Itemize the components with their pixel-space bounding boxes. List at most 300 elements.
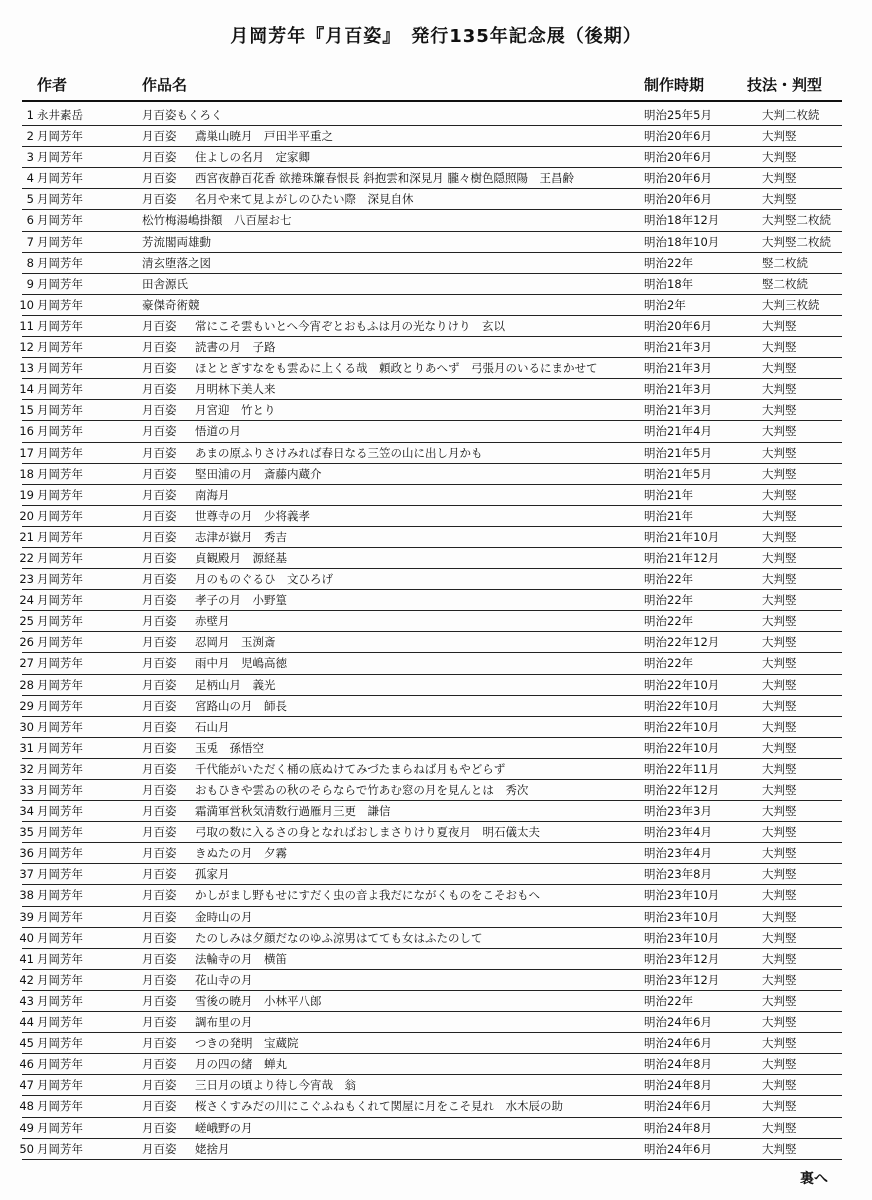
row-technique: 大判竪 — [762, 382, 797, 397]
row-technique: 大判竪 — [762, 361, 797, 376]
row-series: 月百姿 — [142, 677, 177, 692]
row-date: 明治21年10月 — [644, 529, 720, 544]
table-row — [0, 1054, 872, 1075]
row-title: おもひきや雲ゐの秋のそらならで竹あむ窓の月を見んとは 秀次 — [195, 783, 529, 797]
row-number: 19 — [19, 487, 34, 502]
row-technique: 大判竪 — [762, 761, 797, 776]
row-series: 月百姿 — [142, 487, 177, 502]
row-title: 花山寺の月 — [195, 972, 253, 987]
row-title: たのしみは夕顔だなのゆふ涼男はてても女はふたのして — [195, 930, 483, 945]
row-number: 6 — [26, 213, 34, 228]
row-number: 22 — [19, 550, 34, 565]
row-author: 月岡芳年 — [37, 656, 83, 671]
row-title: 悟道の月 — [195, 424, 241, 439]
row-title: 桜さくすみだの川にこぐふねもくれて関屋に月をこそ見れ 水木辰の助 — [195, 1099, 563, 1114]
row-series: 月百姿 — [142, 572, 177, 587]
row-title: 金時山の月 — [195, 909, 253, 924]
row-number: 5 — [26, 192, 34, 207]
row-technique: 大判竪 — [762, 550, 797, 565]
row-title: 孤家月 — [195, 867, 230, 882]
row-author: 月岡芳年 — [37, 361, 83, 376]
row-number: 35 — [19, 825, 34, 840]
row-date: 明治20年6月 — [644, 192, 712, 207]
row-date: 明治21年3月 — [644, 340, 712, 355]
row-title: 松竹梅湯嶋掛額 八百屋お七 — [142, 213, 292, 228]
row-number: 3 — [26, 150, 34, 165]
table-row — [0, 949, 872, 970]
row-series: 月百姿 — [142, 930, 177, 945]
row-date: 明治22年 — [644, 255, 694, 270]
row-date: 明治21年4月 — [644, 424, 712, 439]
row-author: 月岡芳年 — [37, 783, 83, 797]
row-title: きぬたの月 夕霧 — [195, 846, 287, 861]
row-technique: 大判竪 — [762, 719, 797, 734]
row-number: 43 — [19, 993, 34, 1008]
row-author: 月岡芳年 — [37, 1015, 83, 1030]
row-title: 清玄堕落之図 — [142, 255, 211, 270]
row-date: 明治21年5月 — [644, 445, 712, 460]
row-technique: 大判竪 — [762, 1099, 797, 1114]
row-title: 貞観殿月 源経基 — [195, 550, 287, 565]
row-author: 月岡芳年 — [37, 761, 83, 776]
row-number: 38 — [19, 888, 34, 903]
row-date: 明治23年12月 — [644, 972, 720, 987]
table-row — [0, 1012, 872, 1033]
row-date: 明治22年 — [644, 572, 694, 587]
row-date: 明治21年3月 — [644, 361, 712, 376]
row-number: 13 — [19, 361, 34, 376]
row-number: 45 — [19, 1036, 34, 1051]
row-technique: 大判竪 — [762, 445, 797, 460]
row-author: 月岡芳年 — [37, 1120, 83, 1135]
row-title: 志津が嶽月 秀吉 — [195, 529, 287, 544]
row-date: 明治22年 — [644, 614, 694, 629]
row-date: 明治22年10月 — [644, 677, 720, 692]
row-title: 赤壁月 — [195, 614, 230, 629]
row-title: 宮路山の月 師長 — [195, 698, 287, 713]
row-number: 16 — [19, 424, 34, 439]
row-series: 月百姿 — [142, 403, 177, 418]
table-row — [0, 421, 872, 442]
row-number: 9 — [26, 276, 34, 291]
row-author: 月岡芳年 — [37, 276, 83, 291]
row-series: 月百姿 — [142, 909, 177, 924]
row-number: 18 — [19, 466, 34, 481]
row-author: 月岡芳年 — [37, 234, 83, 249]
row-technique: 大判竪 — [762, 593, 797, 608]
row-technique: 大判竪 — [762, 656, 797, 671]
row-author: 月岡芳年 — [37, 1141, 83, 1156]
table-row — [0, 527, 872, 548]
row-number: 1 — [26, 108, 34, 122]
table-row — [0, 506, 872, 527]
row-number: 30 — [19, 719, 34, 734]
table-row — [0, 168, 872, 189]
row-title: 雪後の暁月 小林平八郎 — [195, 993, 322, 1008]
row-date: 明治23年8月 — [644, 867, 712, 882]
table-row — [0, 1118, 872, 1139]
row-series: 月百姿 — [142, 804, 177, 819]
row-title: 堅田浦の月 斎藤内蔵介 — [195, 466, 322, 481]
row-technique: 大判竪 — [762, 740, 797, 755]
row-technique: 大判竪 — [762, 424, 797, 439]
table-row — [0, 928, 872, 949]
table-row — [0, 970, 872, 991]
row-title: 名月や来て見よがしのひたい際 深見自休 — [195, 192, 414, 207]
row-date: 明治22年10月 — [644, 740, 720, 755]
row-date: 明治22年 — [644, 993, 694, 1008]
row-number: 17 — [19, 445, 34, 460]
table-row — [0, 105, 872, 126]
row-series: 月百姿 — [142, 550, 177, 565]
row-author: 月岡芳年 — [37, 487, 83, 502]
table-row — [0, 717, 872, 738]
row-title: 弓取の数に入るさの身となればおしまさりけり夏夜月 明石儀太夫 — [195, 825, 540, 840]
row-date: 明治22年 — [644, 593, 694, 608]
row-date: 明治22年12月 — [644, 635, 720, 650]
row-title: 霜満軍営秋気清数行過雁月三更 謙信 — [195, 804, 391, 819]
row-author: 月岡芳年 — [37, 424, 83, 439]
row-date: 明治18年10月 — [644, 234, 720, 249]
row-technique: 大判竪 — [762, 150, 797, 165]
row-author: 月岡芳年 — [37, 445, 83, 460]
row-series: 月百姿 — [142, 825, 177, 840]
turn-over-note: 裏へ — [800, 1171, 828, 1187]
row-technique: 大判竪 — [762, 1141, 797, 1156]
row-date: 明治20年6月 — [644, 171, 712, 186]
row-date: 明治20年6月 — [644, 150, 712, 165]
row-date: 明治23年4月 — [644, 825, 712, 840]
row-date: 明治21年5月 — [644, 466, 712, 481]
row-number: 32 — [19, 761, 34, 776]
row-number: 4 — [26, 171, 34, 186]
row-series: 月百姿 — [142, 993, 177, 1008]
row-series: 月百姿 — [142, 761, 177, 776]
row-number: 14 — [19, 382, 34, 397]
row-technique: 大判竪二枚続 — [762, 213, 831, 228]
row-date: 明治24年8月 — [644, 1078, 712, 1093]
row-number: 27 — [19, 656, 34, 671]
row-series: 月百姿 — [142, 698, 177, 713]
row-series: 月百姿 — [142, 382, 177, 397]
header-date: 制作時期 — [644, 76, 705, 94]
row-number: 50 — [19, 1141, 34, 1156]
table-row — [0, 126, 872, 147]
row-technique: 大判竪 — [762, 403, 797, 418]
row-technique: 大判竪 — [762, 318, 797, 333]
table-row — [0, 379, 872, 400]
row-series: 月百姿 — [142, 719, 177, 734]
row-author: 月岡芳年 — [37, 972, 83, 987]
row-number: 34 — [19, 804, 34, 819]
row-series: 月百姿 — [142, 529, 177, 544]
row-author: 月岡芳年 — [37, 572, 83, 587]
row-author: 月岡芳年 — [37, 1078, 83, 1093]
row-date: 明治23年10月 — [644, 888, 720, 903]
row-title: 玉兎 孫悟空 — [195, 740, 264, 755]
row-author: 月岡芳年 — [37, 171, 83, 186]
row-date: 明治21年 — [644, 508, 694, 523]
row-title: 田舎源氏 — [142, 276, 188, 291]
table-row — [0, 1096, 872, 1117]
row-author: 月岡芳年 — [37, 529, 83, 544]
row-title: 足柄山月 義光 — [195, 677, 276, 692]
row-title: 常にこそ雲もいとへ今宵ぞとおもふは月の光なりけり 玄以 — [195, 318, 506, 333]
row-title: 三日月の頃より待し今宵哉 翁 — [195, 1078, 356, 1093]
row-author: 月岡芳年 — [37, 508, 83, 523]
row-title: 忍岡月 玉渕斎 — [195, 635, 276, 650]
row-date: 明治22年11月 — [644, 761, 720, 776]
row-number: 48 — [19, 1099, 34, 1114]
row-date: 明治24年6月 — [644, 1099, 712, 1114]
table-row — [0, 864, 872, 885]
table-row — [0, 885, 872, 906]
table-row — [0, 316, 872, 337]
table-row — [0, 485, 872, 506]
row-date: 明治20年6月 — [644, 318, 712, 333]
row-title: 月宮迎 竹とり — [195, 403, 276, 418]
row-title: 月百姿もくろく — [142, 108, 223, 122]
row-technique: 大判三枚続 — [762, 297, 820, 312]
row-title: 住よしの名月 定家卿 — [195, 150, 310, 165]
row-technique: 大判竪 — [762, 825, 797, 840]
row-number: 36 — [19, 846, 34, 861]
row-title: ほととぎすなをも雲ゐに上くる哉 頼政とりあへず 弓張月のいるにまかせて — [195, 361, 598, 376]
row-technique: 大判竪 — [762, 930, 797, 945]
row-date: 明治24年6月 — [644, 1015, 712, 1030]
row-author: 月岡芳年 — [37, 677, 83, 692]
row-author: 月岡芳年 — [37, 635, 83, 650]
row-date: 明治18年12月 — [644, 213, 720, 228]
header-author: 作者 — [37, 76, 68, 94]
row-technique: 大判竪二枚続 — [762, 234, 831, 249]
works-table — [0, 105, 872, 1160]
row-technique: 大判竪 — [762, 572, 797, 587]
row-title: つきの発明 宝蔵院 — [195, 1036, 299, 1051]
row-author: 月岡芳年 — [37, 698, 83, 713]
row-series: 月百姿 — [142, 740, 177, 755]
row-author: 月岡芳年 — [37, 403, 83, 418]
row-series: 月百姿 — [142, 361, 177, 376]
row-series: 月百姿 — [142, 424, 177, 439]
row-number: 11 — [19, 318, 34, 333]
table-row — [0, 611, 872, 632]
table-row — [0, 274, 872, 295]
row-date: 明治24年6月 — [644, 1036, 712, 1051]
row-author: 月岡芳年 — [37, 867, 83, 882]
row-technique: 大判竪 — [762, 909, 797, 924]
table-row — [0, 569, 872, 590]
row-author: 月岡芳年 — [37, 1057, 83, 1072]
row-series: 月百姿 — [142, 846, 177, 861]
row-technique: 大判竪 — [762, 508, 797, 523]
row-author: 月岡芳年 — [37, 297, 83, 312]
table-row — [0, 464, 872, 485]
header-work: 作品名 — [142, 76, 188, 94]
table-row — [0, 632, 872, 653]
row-author: 月岡芳年 — [37, 846, 83, 861]
row-author: 月岡芳年 — [37, 1099, 83, 1114]
row-number: 31 — [19, 740, 34, 755]
row-technique: 大判竪 — [762, 192, 797, 207]
row-author: 月岡芳年 — [37, 129, 83, 144]
row-number: 20 — [19, 508, 34, 523]
row-technique: 大判竪 — [762, 993, 797, 1008]
row-title: 月の四の緒 蝉丸 — [195, 1057, 287, 1072]
row-technique: 大判竪 — [762, 888, 797, 903]
row-date: 明治21年3月 — [644, 382, 712, 397]
row-number: 23 — [19, 572, 34, 587]
table-row — [0, 253, 872, 274]
row-date: 明治24年8月 — [644, 1120, 712, 1135]
row-number: 15 — [19, 403, 34, 418]
row-number: 28 — [19, 677, 34, 692]
row-author: 月岡芳年 — [37, 382, 83, 397]
row-number: 33 — [19, 783, 34, 797]
row-number: 47 — [19, 1078, 34, 1093]
row-author: 月岡芳年 — [37, 550, 83, 565]
row-technique: 竪二枚続 — [762, 276, 808, 291]
row-date: 明治20年6月 — [644, 129, 712, 144]
row-title: 西宮夜静百花香 欲捲珠簾春恨長 斜抱雲和深見月 朧々樹色隠照陽 王昌齢 — [195, 171, 574, 186]
header-rule — [22, 100, 842, 102]
row-title: 姥捨月 — [195, 1141, 230, 1156]
row-series: 月百姿 — [142, 1141, 177, 1156]
row-series: 月百姿 — [142, 867, 177, 882]
row-title: 雨中月 児嶋高徳 — [195, 656, 287, 671]
row-series: 月百姿 — [142, 1015, 177, 1030]
row-author: 月岡芳年 — [37, 213, 83, 228]
row-series: 月百姿 — [142, 171, 177, 186]
row-author: 月岡芳年 — [37, 593, 83, 608]
row-technique: 大判竪 — [762, 1057, 797, 1072]
row-number: 7 — [26, 234, 34, 249]
row-number: 2 — [26, 129, 34, 144]
row-date: 明治18年 — [644, 276, 694, 291]
row-technique: 大判竪 — [762, 804, 797, 819]
row-title: 千代能がいただく桶の底ぬけてみづたまらねば月もやどらず — [195, 761, 506, 776]
row-series: 月百姿 — [142, 129, 177, 144]
row-title: かしがまし野もせにすだく虫の音よ我だにながくものをこそおもへ — [195, 888, 540, 903]
row-technique: 大判竪 — [762, 1015, 797, 1030]
row-technique: 大判竪 — [762, 1078, 797, 1093]
row-author: 月岡芳年 — [37, 1036, 83, 1051]
row-number: 8 — [26, 255, 34, 270]
row-technique: 大判竪 — [762, 783, 797, 797]
row-number: 24 — [19, 593, 34, 608]
row-technique: 大判竪 — [762, 129, 797, 144]
row-series: 月百姿 — [142, 508, 177, 523]
table-row — [0, 822, 872, 843]
row-divider — [22, 1159, 842, 1160]
page-title: 月岡芳年『月百姿』 発行135年記念展（後期） — [230, 26, 642, 47]
row-date: 明治24年8月 — [644, 1057, 712, 1072]
row-date: 明治23年10月 — [644, 909, 720, 924]
row-author: 月岡芳年 — [37, 825, 83, 840]
row-number: 10 — [19, 297, 34, 312]
row-author: 月岡芳年 — [37, 150, 83, 165]
row-technique: 大判竪 — [762, 635, 797, 650]
table-row — [0, 780, 872, 801]
row-series: 月百姿 — [142, 614, 177, 629]
row-author: 月岡芳年 — [37, 340, 83, 355]
row-title: 月明林下美人来 — [195, 382, 276, 397]
row-date: 明治21年3月 — [644, 403, 712, 418]
row-title: 法輪寺の月 横笛 — [195, 951, 287, 966]
row-title: 月のものぐるひ 文ひろげ — [195, 572, 333, 587]
row-date: 明治23年3月 — [644, 804, 712, 819]
row-technique: 大判竪 — [762, 487, 797, 502]
row-number: 42 — [19, 972, 34, 987]
table-row — [0, 991, 872, 1012]
row-series: 月百姿 — [142, 150, 177, 165]
table-row — [0, 400, 872, 421]
row-technique: 大判竪 — [762, 614, 797, 629]
row-author: 月岡芳年 — [37, 930, 83, 945]
row-number: 39 — [19, 909, 34, 924]
row-series: 月百姿 — [142, 318, 177, 333]
row-author: 月岡芳年 — [37, 614, 83, 629]
table-row — [0, 653, 872, 674]
row-number: 21 — [19, 529, 34, 544]
row-technique: 大判竪 — [762, 698, 797, 713]
row-title: 石山月 — [195, 719, 230, 734]
table-row — [0, 1139, 872, 1160]
row-number: 49 — [19, 1120, 34, 1135]
row-author: 月岡芳年 — [37, 255, 83, 270]
row-technique: 大判竪 — [762, 846, 797, 861]
table-row — [0, 147, 872, 168]
row-author: 月岡芳年 — [37, 466, 83, 481]
row-author: 月岡芳年 — [37, 318, 83, 333]
row-series: 月百姿 — [142, 1057, 177, 1072]
row-technique: 大判竪 — [762, 1036, 797, 1051]
row-series: 月百姿 — [142, 1099, 177, 1114]
row-date: 明治22年10月 — [644, 719, 720, 734]
row-author: 月岡芳年 — [37, 192, 83, 207]
row-technique: 大判竪 — [762, 1120, 797, 1135]
row-date: 明治21年 — [644, 487, 694, 502]
row-technique: 大判竪 — [762, 529, 797, 544]
row-series: 月百姿 — [142, 972, 177, 987]
row-series: 月百姿 — [142, 1120, 177, 1135]
row-series: 月百姿 — [142, 593, 177, 608]
row-title: 芳流閣両雄動 — [142, 234, 211, 249]
row-author: 永井素岳 — [37, 108, 83, 122]
table-row — [0, 1033, 872, 1054]
row-title: 南海月 — [195, 487, 230, 502]
table-row — [0, 675, 872, 696]
row-series: 月百姿 — [142, 192, 177, 207]
table-row — [0, 738, 872, 759]
row-date: 明治22年 — [644, 656, 694, 671]
row-date: 明治22年10月 — [644, 698, 720, 713]
table-row — [0, 1075, 872, 1096]
row-series: 月百姿 — [142, 466, 177, 481]
row-date: 明治23年4月 — [644, 846, 712, 861]
table-row — [0, 590, 872, 611]
row-title: あまの原ふりさけみれば春日なる三笠の山に出し月かも — [195, 445, 483, 460]
row-date: 明治25年5月 — [644, 108, 712, 122]
row-number: 44 — [19, 1015, 34, 1030]
table-row — [0, 548, 872, 569]
row-series: 月百姿 — [142, 445, 177, 460]
row-number: 37 — [19, 867, 34, 882]
row-technique: 大判竪 — [762, 466, 797, 481]
row-author: 月岡芳年 — [37, 888, 83, 903]
table-row — [0, 232, 872, 253]
row-series: 月百姿 — [142, 635, 177, 650]
